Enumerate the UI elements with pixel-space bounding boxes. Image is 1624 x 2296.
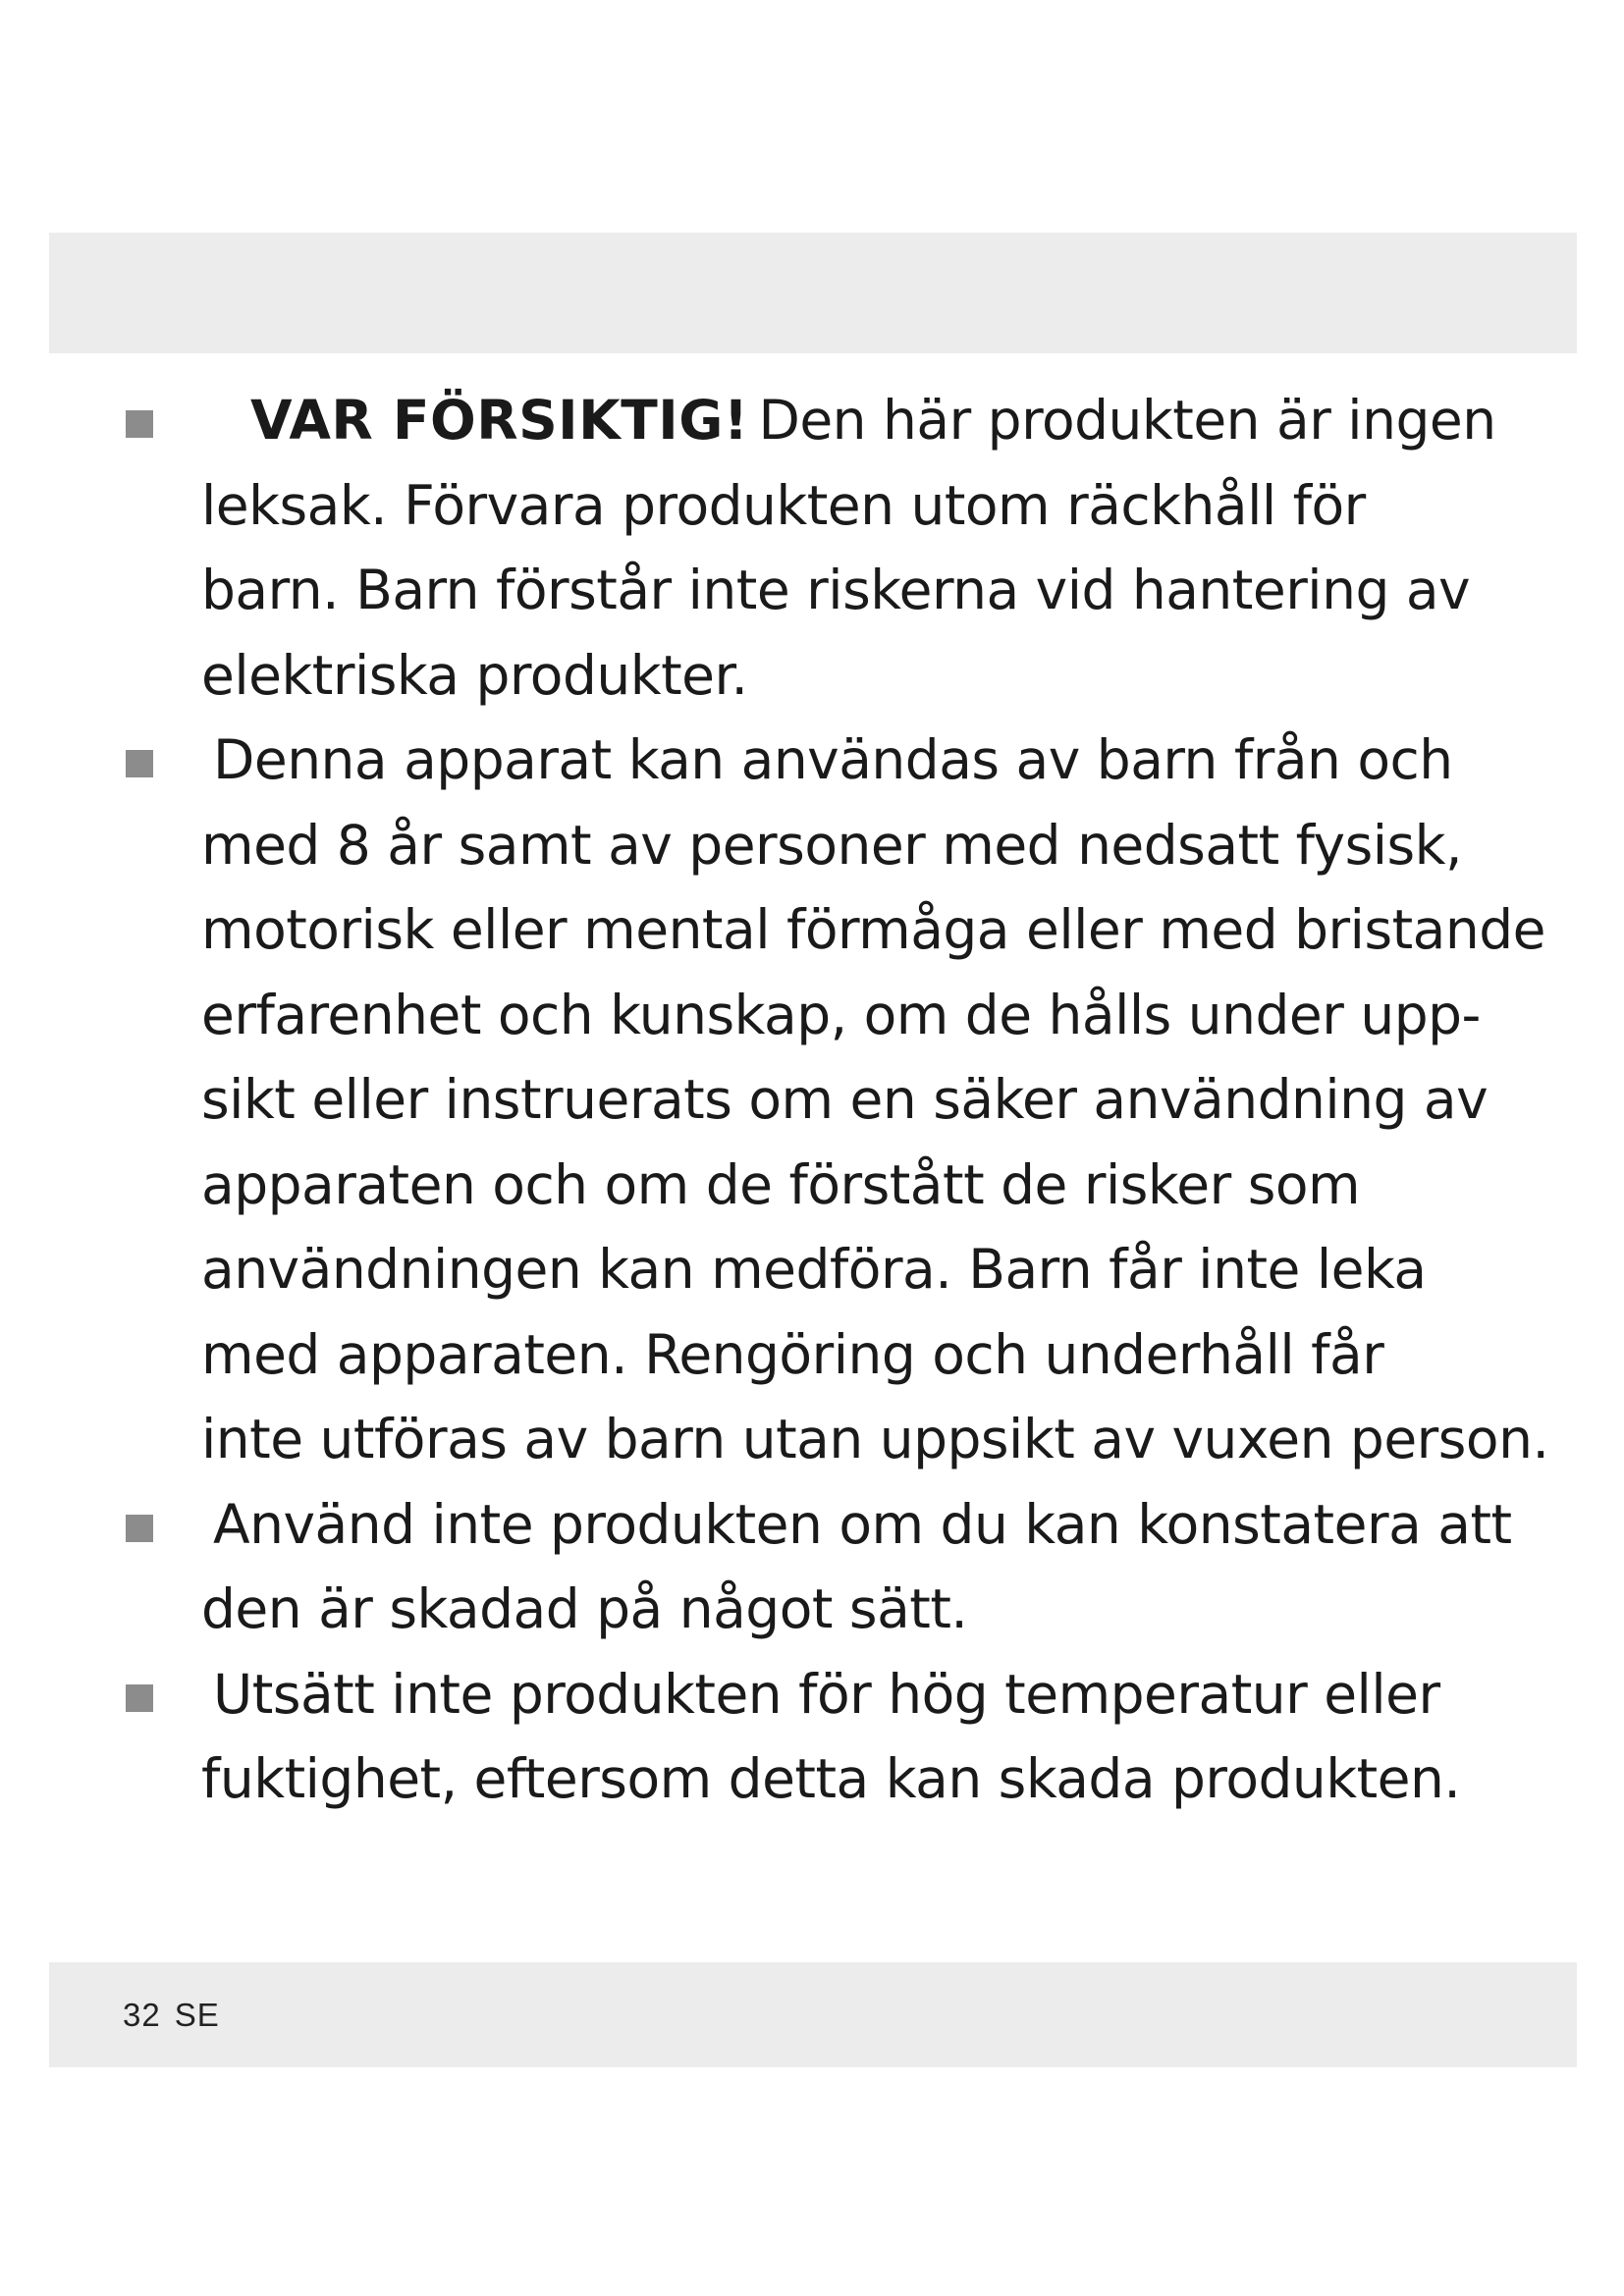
list-item-line: sikt eller instruerats om en säker användning av bbox=[201, 1068, 1489, 1131]
list-item-line bbox=[201, 378, 1565, 463]
list-item bbox=[0, 1482, 1624, 1652]
list-item-line: erfarenhet och kunskap, om de hålls under upp- bbox=[201, 983, 1481, 1046]
list-item bbox=[0, 378, 1624, 718]
list-item-text: Den här produkten är ingen bbox=[758, 389, 1496, 452]
list-item-line: motorisk eller mental förmåga eller med bristande bbox=[201, 898, 1545, 961]
list-item-line: med apparaten. Rengöring och underhåll får bbox=[201, 1322, 1384, 1386]
bullet-square-icon bbox=[126, 410, 153, 438]
language-code: SE bbox=[174, 1997, 220, 2033]
list-item-line: fuktighet, eftersom detta kan skada produkten. bbox=[201, 1747, 1461, 1810]
page-footer bbox=[123, 1997, 220, 2034]
list-item-line: med 8 år samt av personer med nedsatt fysisk, bbox=[201, 813, 1463, 877]
warning-label: VAR FÖRSIKTIG! bbox=[250, 389, 749, 452]
header-band bbox=[49, 233, 1577, 353]
list-item-line: Utsätt inte produkten för hög temperatur eller bbox=[213, 1662, 1440, 1726]
list-item-line: användningen kan medföra. Barn får inte leka bbox=[201, 1238, 1427, 1301]
safety-list bbox=[0, 378, 1624, 1822]
list-item-line: leksak. Förvara produkten utom räckhåll för bbox=[201, 473, 1366, 537]
list-item-line: inte utföras av barn utan uppsikt av vuxen person. bbox=[201, 1408, 1549, 1470]
list-item bbox=[0, 718, 1624, 1482]
bullet-square-icon bbox=[126, 1515, 153, 1542]
list-item-line: elektriska produkter. bbox=[201, 643, 748, 707]
list-item-line: apparaten och om de förstått de risker som bbox=[201, 1152, 1361, 1216]
page-number: 32 bbox=[123, 1997, 161, 2033]
bullet-square-icon bbox=[126, 750, 153, 777]
list-item bbox=[0, 1652, 1624, 1822]
footer-band bbox=[49, 1962, 1577, 2067]
list-item-line: den är skadad på något sätt. bbox=[201, 1577, 968, 1640]
bullet-square-icon bbox=[126, 1684, 153, 1712]
list-item-line: Använd inte produkten om du kan konstatera att bbox=[213, 1492, 1512, 1556]
list-item-line: Denna apparat kan användas av barn från och bbox=[213, 728, 1453, 791]
list-item-line: barn. Barn förstår inte riskerna vid hantering av bbox=[201, 559, 1471, 621]
